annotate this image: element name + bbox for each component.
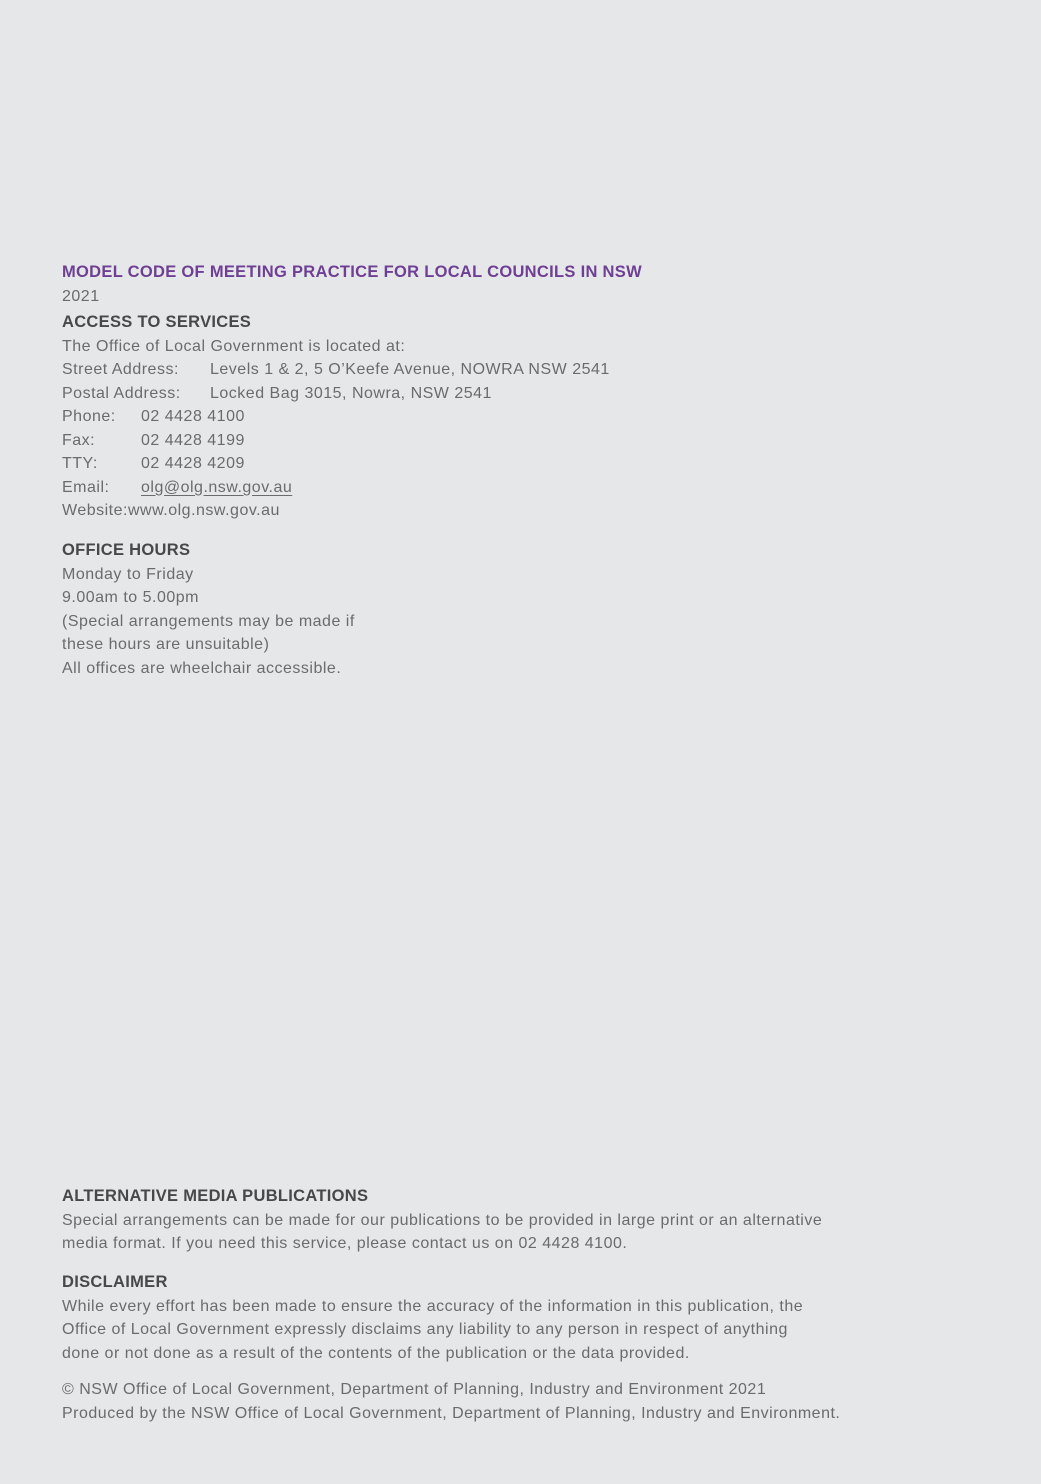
email-label: Email:	[62, 478, 110, 496]
phone-row	[62, 405, 610, 429]
street-address-row	[62, 358, 610, 382]
street-address-label: Street Address:	[62, 361, 179, 378]
phone-value: 02 4428 4100	[141, 408, 245, 425]
wheelchair-access-note: All offices are wheelchair accessible.	[62, 659, 342, 677]
office-hours-days: Monday to Friday	[62, 565, 194, 583]
fax-label: Fax:	[62, 431, 96, 449]
page-title: MODEL CODE OF MEETING PRACTICE FOR LOCAL COUNCILS IN NSW	[62, 263, 642, 281]
tty-value: 02 4428 4209	[141, 455, 245, 472]
office-hours-note-line1: (Special arrangements may be made if	[62, 612, 355, 630]
alternative-media-line2: media format. If you need this service, please contact us on 02 4428 4100.	[62, 1235, 628, 1252]
postal-address-row	[62, 382, 610, 406]
disclaimer-section	[62, 1271, 803, 1365]
postal-address-label: Postal Address:	[62, 384, 181, 402]
office-hours-section	[62, 539, 355, 680]
office-hours-times: 9.00am to 5.00pm	[62, 589, 199, 606]
tty-label: TTY:	[62, 455, 98, 472]
alternative-media-heading: ALTERNATIVE MEDIA PUBLICATIONS	[62, 1187, 369, 1205]
title-block	[62, 261, 642, 308]
street-address-value: Levels 1 & 2, 5 O’Keefe Avenue, NOWRA NSW 2541	[210, 361, 610, 378]
alternative-media-line1: Special arrangements can be made for our publications to be provided in large print or an alternative	[62, 1211, 823, 1229]
website-value: www.olg.nsw.gov.au	[128, 502, 280, 519]
website-row	[62, 499, 610, 523]
tty-row	[62, 452, 610, 476]
postal-address-value: Locked Bag 3015, Nowra, NSW 2541	[210, 384, 492, 402]
phone-label: Phone:	[62, 408, 116, 425]
disclaimer-line2: Office of Local Government expressly disclaims any liability to any person in respect of anything	[62, 1321, 788, 1338]
disclaimer-line3: done or not done as a result of the contents of the publication or the data provided.	[62, 1344, 690, 1362]
imprint-section	[62, 1378, 840, 1425]
office-hours-heading: OFFICE HOURS	[62, 541, 191, 559]
alternative-media-section	[62, 1185, 822, 1256]
access-intro-text: The Office of Local Government is located at:	[62, 337, 406, 355]
copyright-line: © NSW Office of Local Government, Department of Planning, Industry and Environment 2021	[62, 1381, 767, 1398]
fax-value: 02 4428 4199	[141, 431, 245, 449]
disclaimer-line1: While every effort has been made to ensure the accuracy of the information in this publication, the	[62, 1297, 804, 1315]
email-row	[62, 476, 610, 500]
access-to-services-heading: ACCESS TO SERVICES	[62, 313, 252, 331]
fax-row	[62, 429, 610, 453]
email-link[interactable]: olg@olg.nsw.gov.au	[141, 478, 293, 496]
disclaimer-heading: DISCLAIMER	[62, 1273, 168, 1291]
website-label: Website:	[62, 502, 128, 519]
publication-year: 2021	[62, 287, 100, 305]
produced-by-line: Produced by the NSW Office of Local Government, Department of Planning, Industry and Environment.	[62, 1404, 841, 1422]
office-hours-note-line2: these hours are unsuitable)	[62, 636, 270, 653]
access-to-services-section	[62, 311, 610, 523]
